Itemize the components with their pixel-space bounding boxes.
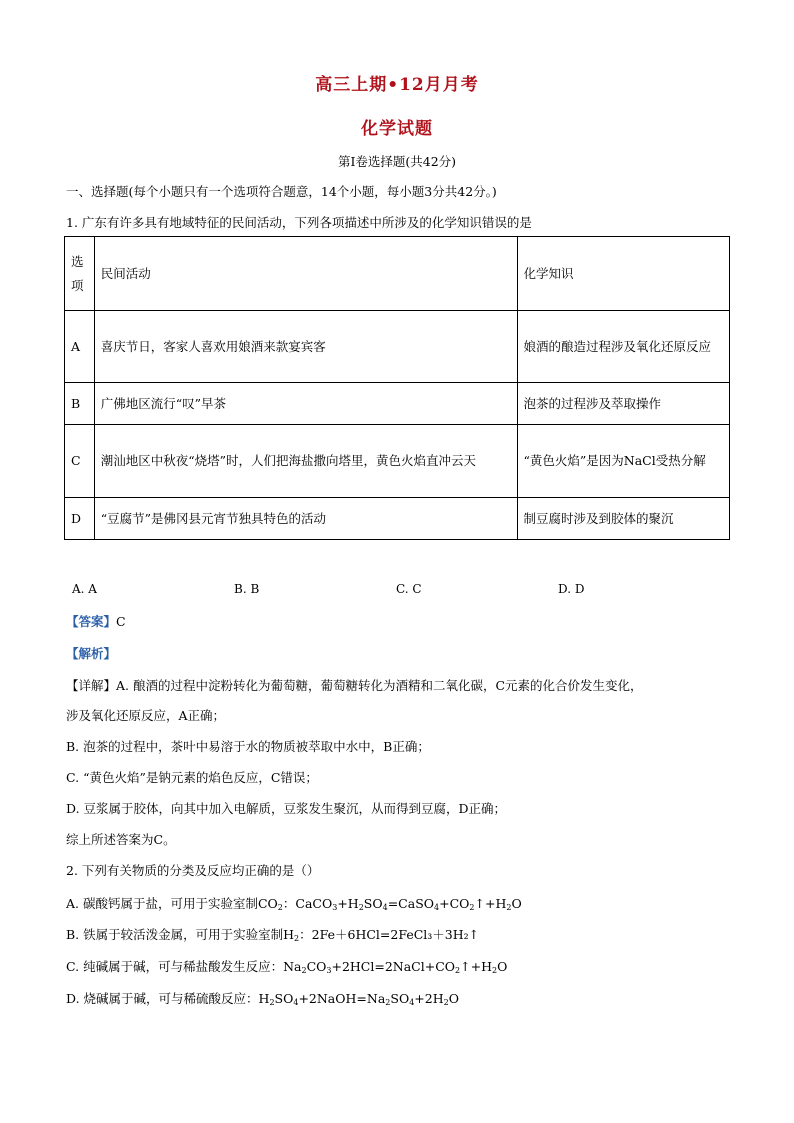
row-option: A [65,311,95,383]
q2-option-b-text: B. 铁属于较活泼金属，可用于实验室制H [66,927,295,942]
question-1-table [64,236,730,540]
header-knowledge: 化学知识 [517,237,729,311]
analysis-line [66,644,116,662]
row-option: C [65,425,95,498]
exam-title: 高三上期•12月月考 [315,75,479,95]
question-1-stem: 1. 广东有许多具有地域特征的民间活动，下列各项描述中所涉及的化学知识错误的是 [66,215,532,230]
option-d: D. D [558,582,585,596]
table-row [65,311,730,383]
table-row [65,383,730,425]
header-option: 选项 [65,237,95,311]
row-activity: 喜庆节日，客家人喜欢用娘酒来款宴宾客 [94,311,517,383]
detail-a-line [66,676,643,694]
option-c: C. C [396,582,422,596]
table-row [65,425,730,498]
subject-title: 化学试题 [361,119,433,139]
answer-value: C [116,614,126,629]
q2-option-d: D. 烧碱属于碱，可与稀硫酸反应：$H_2SO_4+2NaOH=Na_2SO_4+2H_2O$ [66,991,459,1007]
row-activity: 潮汕地区中秋夜“烧塔”时，人们把海盐撒向塔里，黄色火焰直冲云天 [94,425,517,498]
section-heading: 第Ⅰ卷选择题(共42分) [337,154,457,169]
detail-c-line: C. “黄色火焰”是钠元素的焰色反应，C错误； [66,770,318,785]
q2-option-d-text: D. 烧碱属于碱，可与稀硫酸反应： [66,991,259,1006]
instructions: 一、选择题(每个小题只有一个选项符合题意，14个小题，每小题3分共42分。) [66,184,497,199]
table-header-row [65,237,730,311]
q2-option-a: A. 碳酸钙属于盐，可用于实验室制$CO_2$：$CaCO_3+H_2SO_4=CaSO_4+CO_2↑+H_2O$ [66,896,522,912]
option-b: B. B [234,582,260,596]
header-activity: 民间活动 [94,237,517,311]
row-knowledge: 泡茶的过程涉及萃取操作 [517,383,729,425]
row-knowledge: 娘酒的酿造过程涉及氧化还原反应 [517,311,729,383]
q2-option-b: B. 铁属于较活泼金属，可用于实验室制$H_2$：2Fe＋6HCl=2FeCl₃＋3H₂↑ [66,927,480,943]
q2-option-c: C. 纯碱属于碱，可与稀盐酸发生反应：$Na_2CO_3+2HCl=2NaCl+CO_2↑+H_2O$ [66,959,508,975]
q2-option-b-equation: 2Fe＋6HCl=2FeCl₃＋3H₂↑ [311,927,480,942]
option-a: A. A [72,582,97,596]
row-knowledge: 制豆腐时涉及到胶体的聚沉 [517,498,729,540]
table-row [65,498,730,540]
row-option: D [65,498,95,540]
answer-label: 【答案】 [66,614,117,629]
row-activity: 广佛地区流行“叹”早茶 [94,383,517,425]
analysis-label: 【解析】 [66,646,117,661]
detail-a-text: A. 酿酒的过程中淀粉转化为葡萄糖，葡萄糖转化为酒精和二氧化碳，C元素的化合价发生变化， [116,678,643,693]
question-2-stem: 2. 下列有关物质的分类及反应均正确的是（） [66,863,320,878]
detail-a-line-2: 涉及氧化还原反应，A正确； [66,708,226,723]
q2-option-c-text: C. 纯碱属于碱，可与稀盐酸发生反应： [66,959,284,974]
detail-b-line: B. 泡茶的过程中，茶叶中易溶于水的物质被萃取中水中，B正确； [66,739,430,754]
detail-label: 【详解】 [66,678,117,693]
row-knowledge: “黄色火焰”是因为NaCl受热分解 [517,425,729,498]
q2-option-a-text: A. 碳酸钙属于盐，可用于实验室制CO [66,896,278,911]
row-activity: “豆腐节”是佛冈县元宵节独具特色的活动 [94,498,517,540]
summary-line: 综上所述答案为C。 [66,832,176,847]
detail-d-line: D. 豆浆属于胶体，向其中加入电解质，豆浆发生聚沉，从而得到豆腐，D正确； [66,801,507,816]
answer-line [66,612,126,630]
row-option: B [65,383,95,425]
